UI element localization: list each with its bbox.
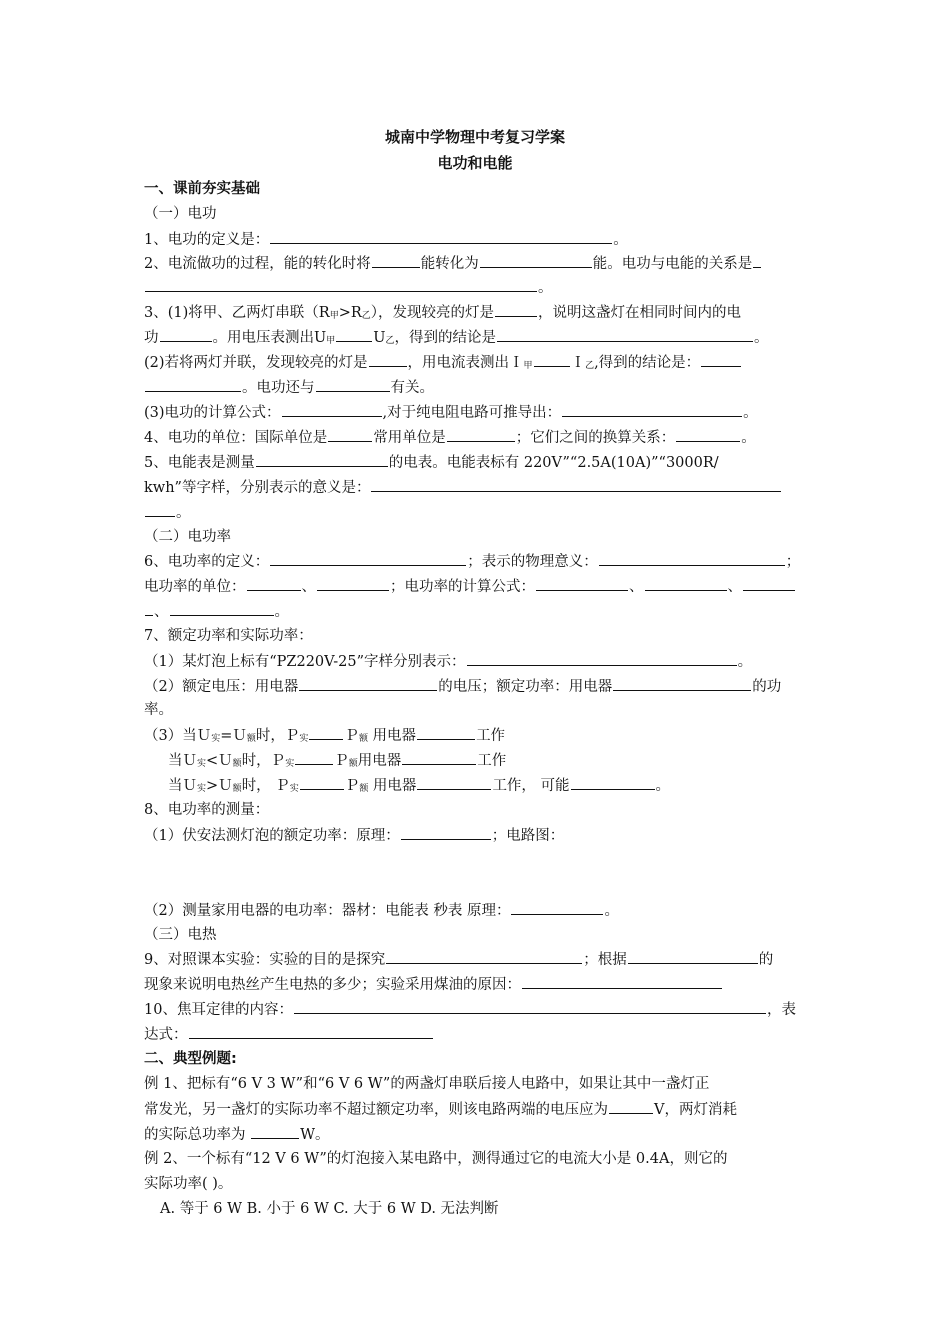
section-heading-2: 二、典型例题: [144,1051,237,1067]
example-2-line-1: 例 2、一个标有“12 V 6 W”的灯泡接入某电路中，测得通过它的电流大小是 0.4A，则它的 [144,1151,728,1167]
question-6-line-2: 电功率的单位： 、 ；电功率的计算公式： 、 、 [144,575,950,598]
doc-title: 城南中学物理中考复习学案 [384,128,565,146]
question-2-line-1: 2、电流做功的过程，能的转化时将 能转化为 能。电功与电能的关系是 [144,252,950,275]
question-8-heading: 8、电功率的测量： [144,802,270,818]
example-1-line-1: 例 1、把标有“6 V 3 W”和“6 V 6 W”的两盏灯串联后接人电路中，如果让其中一盏灯正 [144,1076,710,1092]
question-5-line-3: 。 [144,501,950,524]
question-7-3-greater: 当Ｕ$_实$>Ｕ$_额$时， Ｐ$_实$ Ｐ$_额$ 用电器 工作， 可能 。 [168,774,950,800]
question-7-3-equal: （3）当Ｕ$_实$=Ｕ$_额$时，Ｐ$_实$ Ｐ$_额$ 用电器 工作 [144,724,950,750]
subsection-electric-work: （一）电功 [144,206,217,222]
question-2-line-2: 。 [144,276,950,299]
example-2-line-2: 实际功率( )。 [144,1176,233,1192]
question-3-line-2: 功 。用电压表测出$U_甲$ $U_乙$，得到的结论是 。 [144,326,950,352]
example-2-options: A. 等于 6 W B. 小于 6 W C. 大于 6 W D. 无法判断 [160,1201,499,1217]
question-9-line-2: 现象来说明电热丝产生电热的多少；实验采用煤油的原因： [144,973,950,996]
question-7-1: （1）某灯泡上标有“PZ220V-25”字样分别表示： 。 [144,650,950,673]
question-7-2-line-1: （2）额定电压：用电器 的电压；额定功率：用电器 的功 [144,675,950,698]
question-6-line-3: 、 。 [144,600,950,623]
question-7-2-line-2: 率。 [144,702,173,718]
doc-subtitle: 电功和电能 [437,154,513,172]
question-9-line-1: 9、对照课本实验：实验的目的是探究 ；根据 的 [144,948,950,971]
question-8-1: （1）伏安法测灯泡的额定功率：原理： ；电路图： [144,824,950,847]
subsection-electric-heat: （三）电热 [144,927,217,943]
question-10-line-2: 达式： [144,1023,950,1046]
question-10-line-1: 10、焦耳定律的内容： ，表 [144,998,950,1021]
question-6-line-1: 6、电功率的定义： ；表示的物理意义： ； [144,550,950,573]
question-8-2: （2）测量家用电器的电功率：器材：电能表 秒表 原理： 。 [144,899,950,922]
question-7-heading: 7、额定功率和实际功率： [144,628,313,644]
example-1-line-2: 常发光，另一盏灯的实际功率不超过额定功率，则该电路两端的电压应为 V，两灯消耗 [144,1098,950,1121]
question-5-line-1: 5、电能表是测量 的电表。电能表标有 220V”“2.5A(10A)”“3000R/ [144,451,950,474]
question-3-line-1: 3、(1)将甲、乙两灯串联$(R_甲>R_乙)$，发现较亮的灯是 ，说明这盏灯在相同时间内的电 [144,301,950,327]
question-4: 4、电功的单位：国际单位是 常用单位是 ；它们之间的换算关系： 。 [144,426,950,449]
section-heading-1: 一、课前夯实基础 [144,181,260,197]
subsection-electric-power: （二）电功率 [144,529,231,545]
example-1-line-3: 的实际总功率为 W。 [144,1123,950,1146]
question-1: 1、电功的定义是： 。 [144,228,950,251]
question-7-3-less: 当Ｕ$_实$<Ｕ$_额$时，Ｐ$_实$ Ｐ$_额$用电器 工作 [168,749,950,775]
question-3-line-3: (2)若将两灯并联，发现较亮的灯是 ，用电流表测出Ｉ$_甲$ Ｉ$_乙$,得到的结论是： [144,351,950,377]
question-3-line-5: (3)电功的计算公式： ,对于纯电阻电路可推导出： 。 [144,401,950,424]
question-5-line-2: kwh”等字样，分别表示的意义是： [144,476,950,499]
question-3-line-4: 。电功还与 有关。 [144,376,950,399]
